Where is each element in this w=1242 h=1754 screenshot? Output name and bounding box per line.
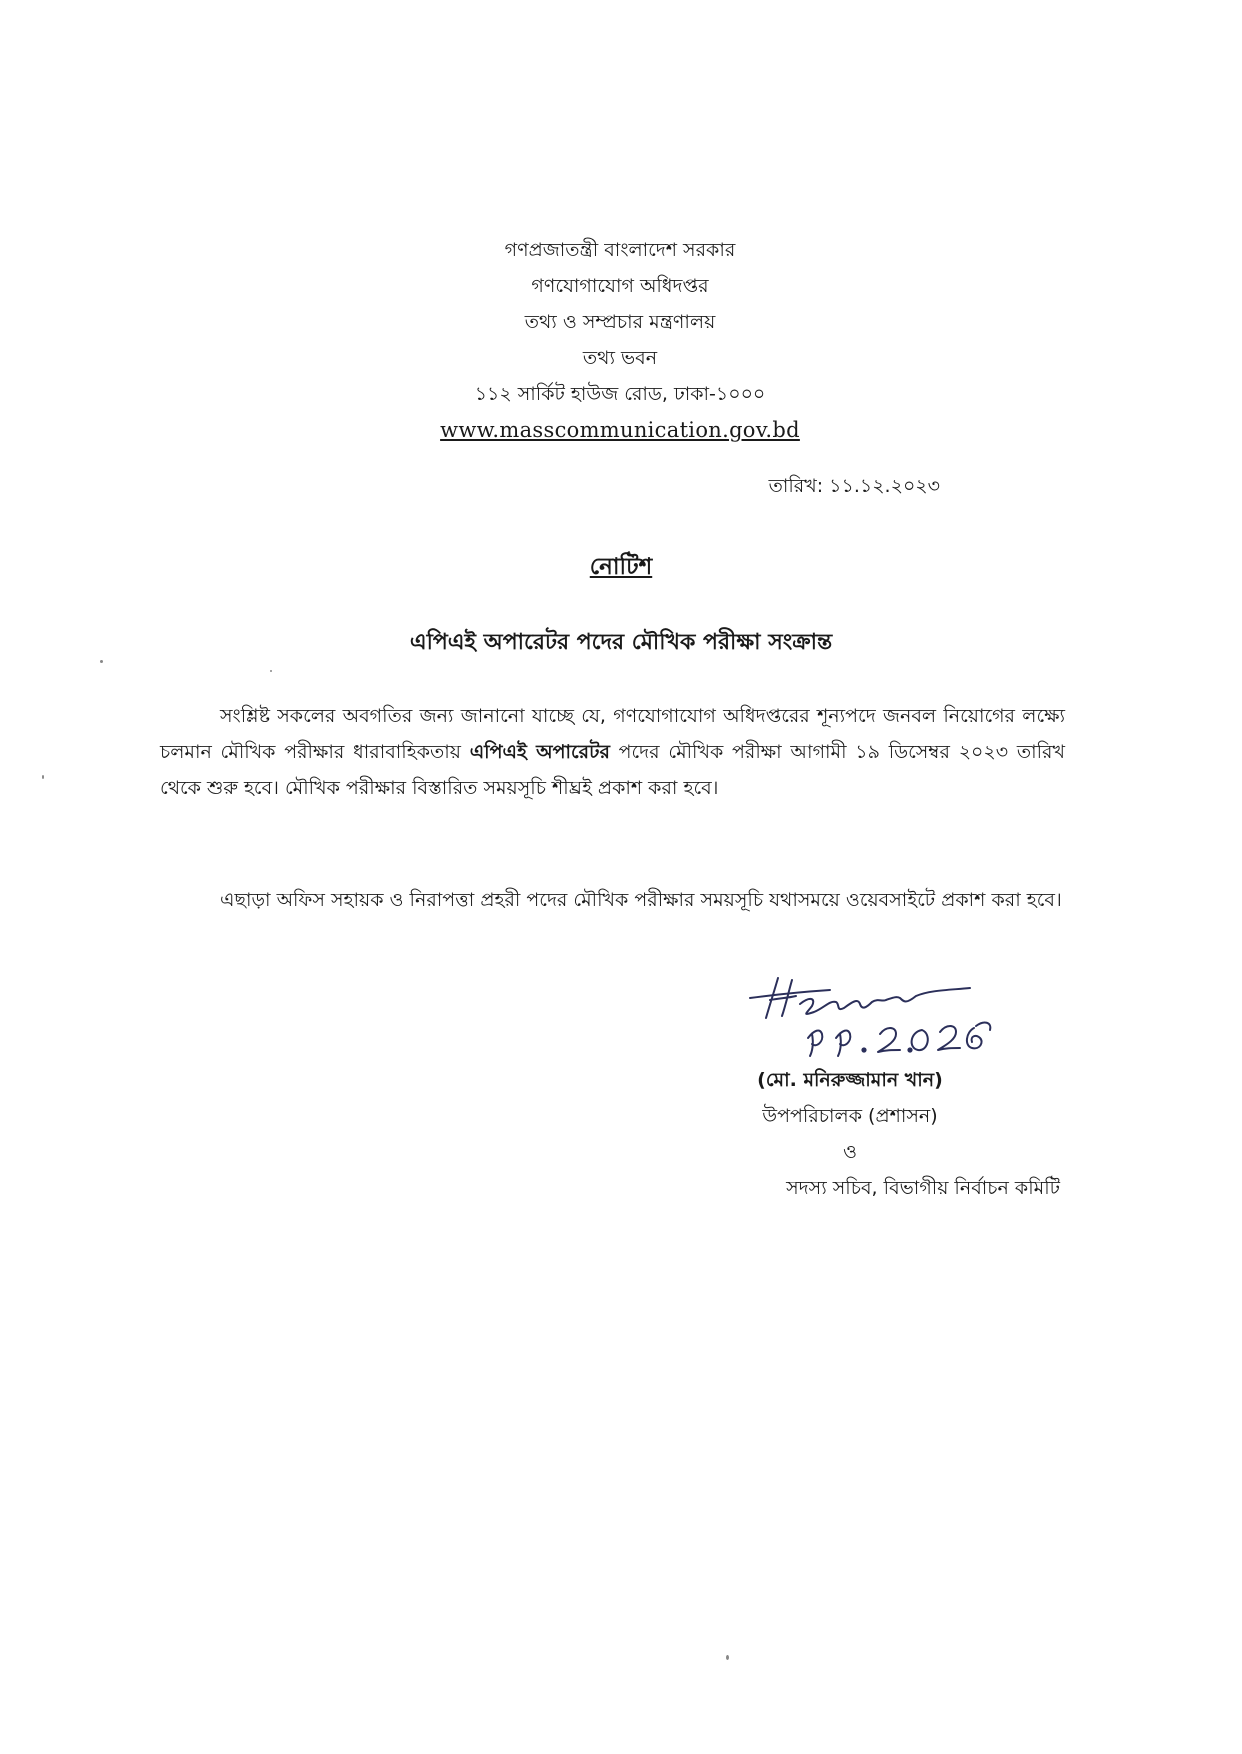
notice-subject: এপিএই অপারেটর পদের মৌখিক পরীক্ষা সংক্রান্ত (409, 630, 833, 655)
conjunction-text: ও (843, 1141, 857, 1163)
signatory-committee-role: সদস্য সচিব, বিভাগীয় নির্বাচন কমিটি (786, 1177, 1060, 1199)
para1-text-end: পদের মৌখিক পরীক্ষা আগামী ১৯ ডিসেম্বর ২০২৩ তারিখ থেকে শুরু হবে। মৌখিক পরীক্ষার বিস্তারিত সময়সূচি শীঘ্রই প্রকাশ করা হবে। (160, 741, 1065, 799)
signatory-block (640, 1062, 1060, 1206)
notice-title: নোটিশ (589, 554, 653, 580)
office-address: ১১২ সার্কিট হাউজ রোড, ঢাকা-১০০০ (474, 383, 766, 405)
signatory-name: (মো. মনিরুজ্জামান খান) (757, 1069, 943, 1091)
building-name: তথ্য ভবন (582, 347, 658, 369)
post-name-bold: এপিএই অপারেটর (469, 741, 610, 763)
body-paragraph-1 (160, 698, 1065, 806)
para1-text-start: সংশ্লিষ্ট সকলের অবগতির জন্য জানানো যাচ্ছে যে, গণযোগাযোগ অধিদপ্তরের শূন্যপদে জনবল নিয়োগের লক্ষ্যে চলমান মৌখিক পরীক্ষার ধারাবাহিকতায় (160, 705, 1065, 763)
ministry-name: তথ্য ও সম্প্রচার মন্ত্রণালয় (524, 311, 716, 333)
signatory-designation: উপপরিচালক (প্রশাসন) (762, 1105, 938, 1127)
government-name: গণপ্রজাতন্ত্রী বাংলাদেশ সরকার (504, 239, 736, 261)
body-paragraph-2: এছাড়া অফিস সহায়ক ও নিরাপত্তা প্রহরী পদের মৌখিক পরীক্ষার সময়সূচি যথাসময়ে ওয়েবসাইটে প্রকাশ করা হবে। (220, 889, 1062, 911)
scan-speck (100, 660, 103, 663)
office-header (370, 232, 870, 448)
scan-speck (42, 775, 44, 779)
notice-date: তারিখ: ১১.১২.২০২৩ (768, 475, 940, 497)
scan-speck (270, 670, 272, 672)
scan-speck (726, 1655, 729, 1660)
department-name: গণযোগাযোগ অধিদপ্তর (531, 275, 709, 297)
handwritten-signature (740, 968, 1040, 1063)
website-link[interactable]: www.masscommunication.gov.bd (440, 418, 800, 442)
